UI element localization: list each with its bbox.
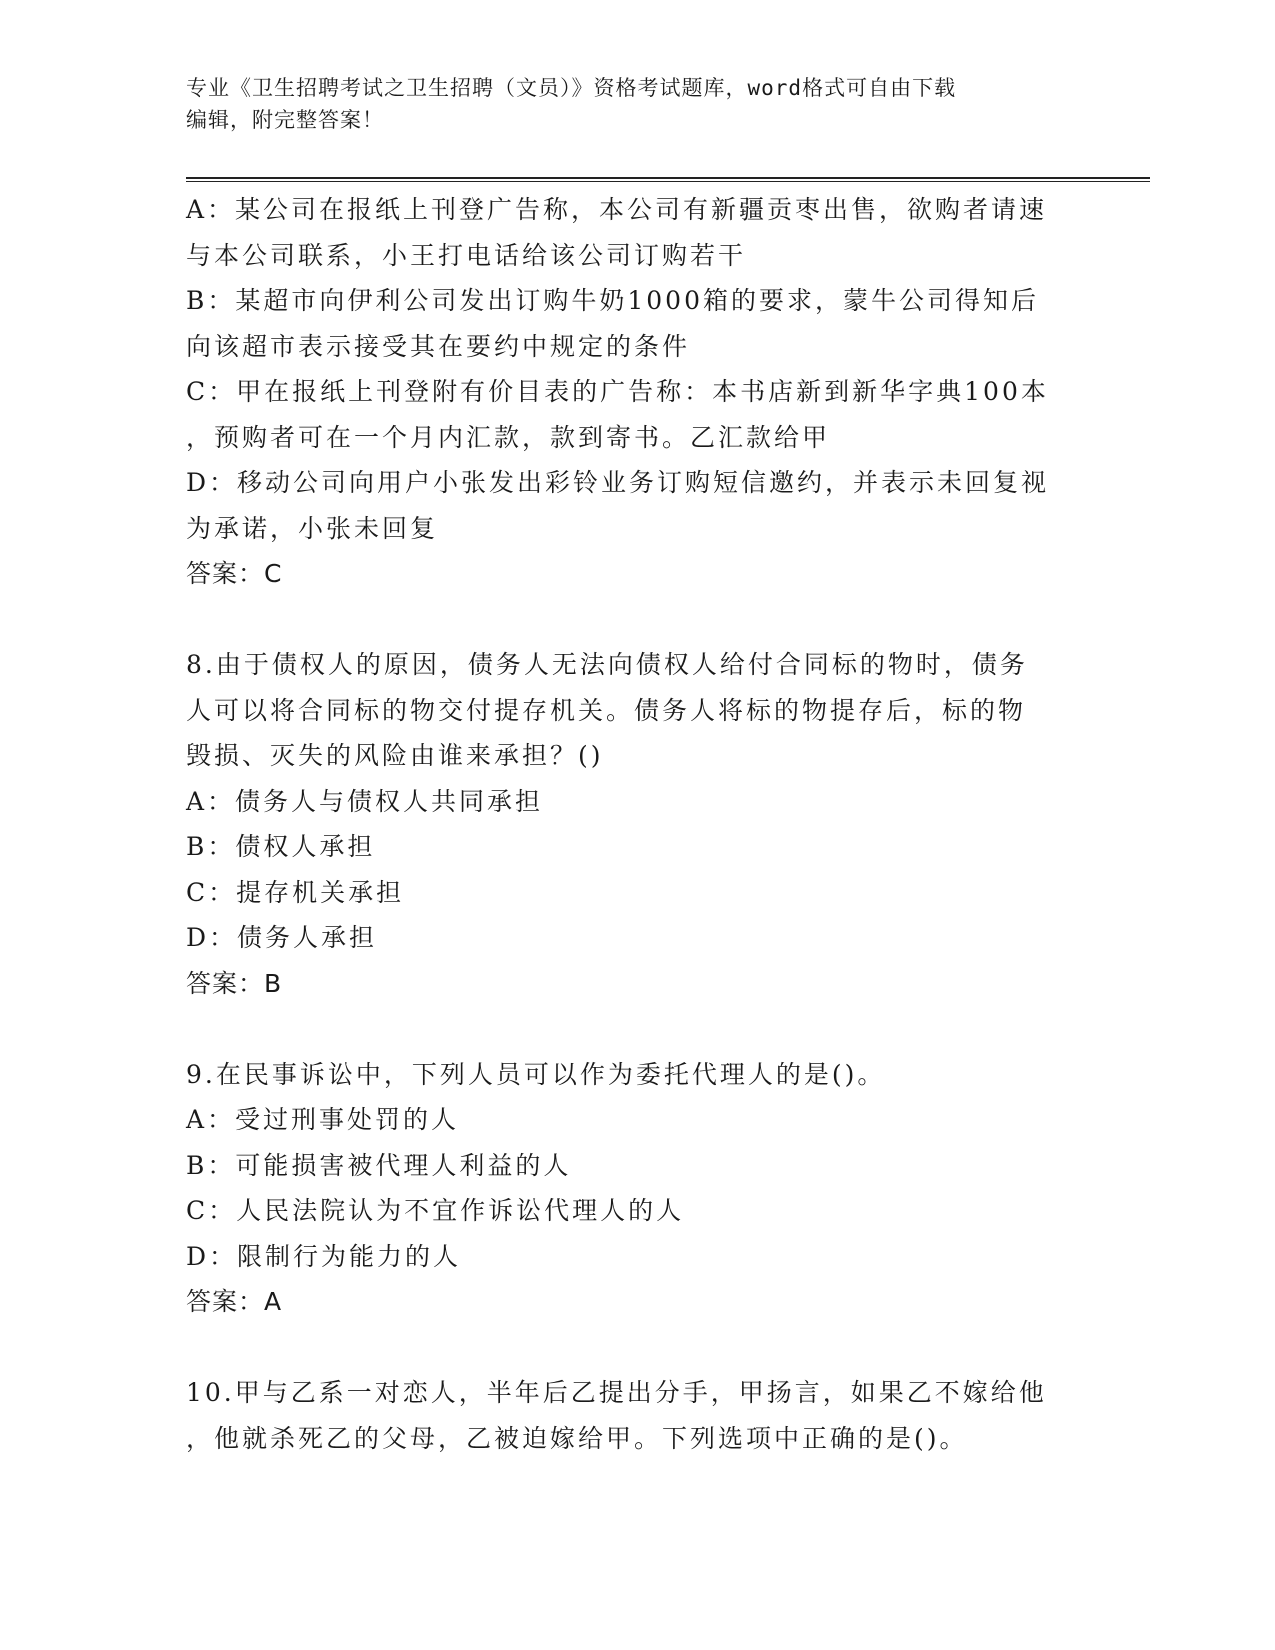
q7-option-a-line-1: A：某公司在报纸上刊登广告称，本公司有新疆贡枣出售，欲购者请速 <box>186 195 1048 224</box>
question-10 <box>186 1370 1086 1461</box>
q10-stem-line-2: ，他就杀死乙的父母，乙被迫嫁给甲。下列选项中正确的是()。 <box>186 1423 968 1453</box>
spacer <box>186 597 1086 643</box>
q7-option-c-line-2: ，预购者可在一个月内汇款，款到寄书。乙汇款给甲 <box>186 422 831 452</box>
header-rule-thin <box>186 181 1150 182</box>
q7-option-b-line-2: 向该超市表示接受其在要约中规定的条件 <box>186 331 691 361</box>
q9-stem-line-1: 9.在民事诉讼中，下列人员可以作为委托代理人的是()。 <box>186 1059 886 1089</box>
q8-stem-line-3: 毁损、灭失的风险由谁来承担？() <box>186 741 604 770</box>
q7-option-d-line-2: 为承诺，小张未回复 <box>186 513 439 543</box>
q8-stem-line-2: 人可以将合同标的物交付提存机关。债务人将标的物提存后，标的物 <box>186 695 1027 725</box>
q9-option-c: C：人民法院认为不宜作诉讼代理人的人 <box>186 1196 685 1225</box>
q9-option-d: D：限制行为能力的人 <box>186 1241 462 1271</box>
q9-option-a: A：受过刑事处罚的人 <box>186 1105 460 1134</box>
q7-option-b-line-1: B：某超市向伊利公司发出订购牛奶1000箱的要求，蒙牛公司得知后 <box>186 286 1039 315</box>
question-content <box>186 187 1086 1461</box>
q8-stem-line-1: 8.由于债权人的原因，债务人无法向债权人给付合同标的物时，债务 <box>186 650 1028 679</box>
question-7-options <box>186 187 1086 597</box>
q8-option-a: A：债务人与债权人共同承担 <box>186 786 544 816</box>
question-9 <box>186 1052 1086 1325</box>
header-line-1: 专业《卫生招聘考试之卫生招聘（文员）》资格考试题库，word格式可自由下载 <box>186 76 957 100</box>
q7-option-c-line-1: C：甲在报纸上刊登附有价目表的广告称：本书店新到新华字典100本 <box>186 377 1049 406</box>
spacer <box>186 1006 1086 1052</box>
question-8 <box>186 642 1086 1006</box>
document-header <box>186 72 1066 136</box>
q8-option-d: D：债务人承担 <box>186 923 378 952</box>
q8-option-b: B：债权人承担 <box>186 832 376 861</box>
q7-answer: 答案：C <box>186 559 283 588</box>
q9-answer: 答案：A <box>186 1287 283 1316</box>
spacer <box>186 1325 1086 1371</box>
q9-option-b: B：可能损害被代理人利益的人 <box>186 1150 572 1180</box>
q7-option-d-line-1: D：移动公司向用户小张发出彩铃业务订购短信邀约，并表示未回复视 <box>186 468 1050 497</box>
header-rule-thick <box>186 177 1150 179</box>
q8-answer: 答案：B <box>186 968 283 998</box>
header-line-2: 编辑，附完整答案！ <box>186 108 384 132</box>
q10-stem-line-1: 10.甲与乙系一对恋人，半年后乙提出分手，甲扬言，如果乙不嫁给他 <box>186 1378 1047 1407</box>
q8-option-c: C：提存机关承担 <box>186 877 405 907</box>
q7-option-a-line-2: 与本公司联系，小王打电话给该公司订购若干 <box>186 240 747 270</box>
